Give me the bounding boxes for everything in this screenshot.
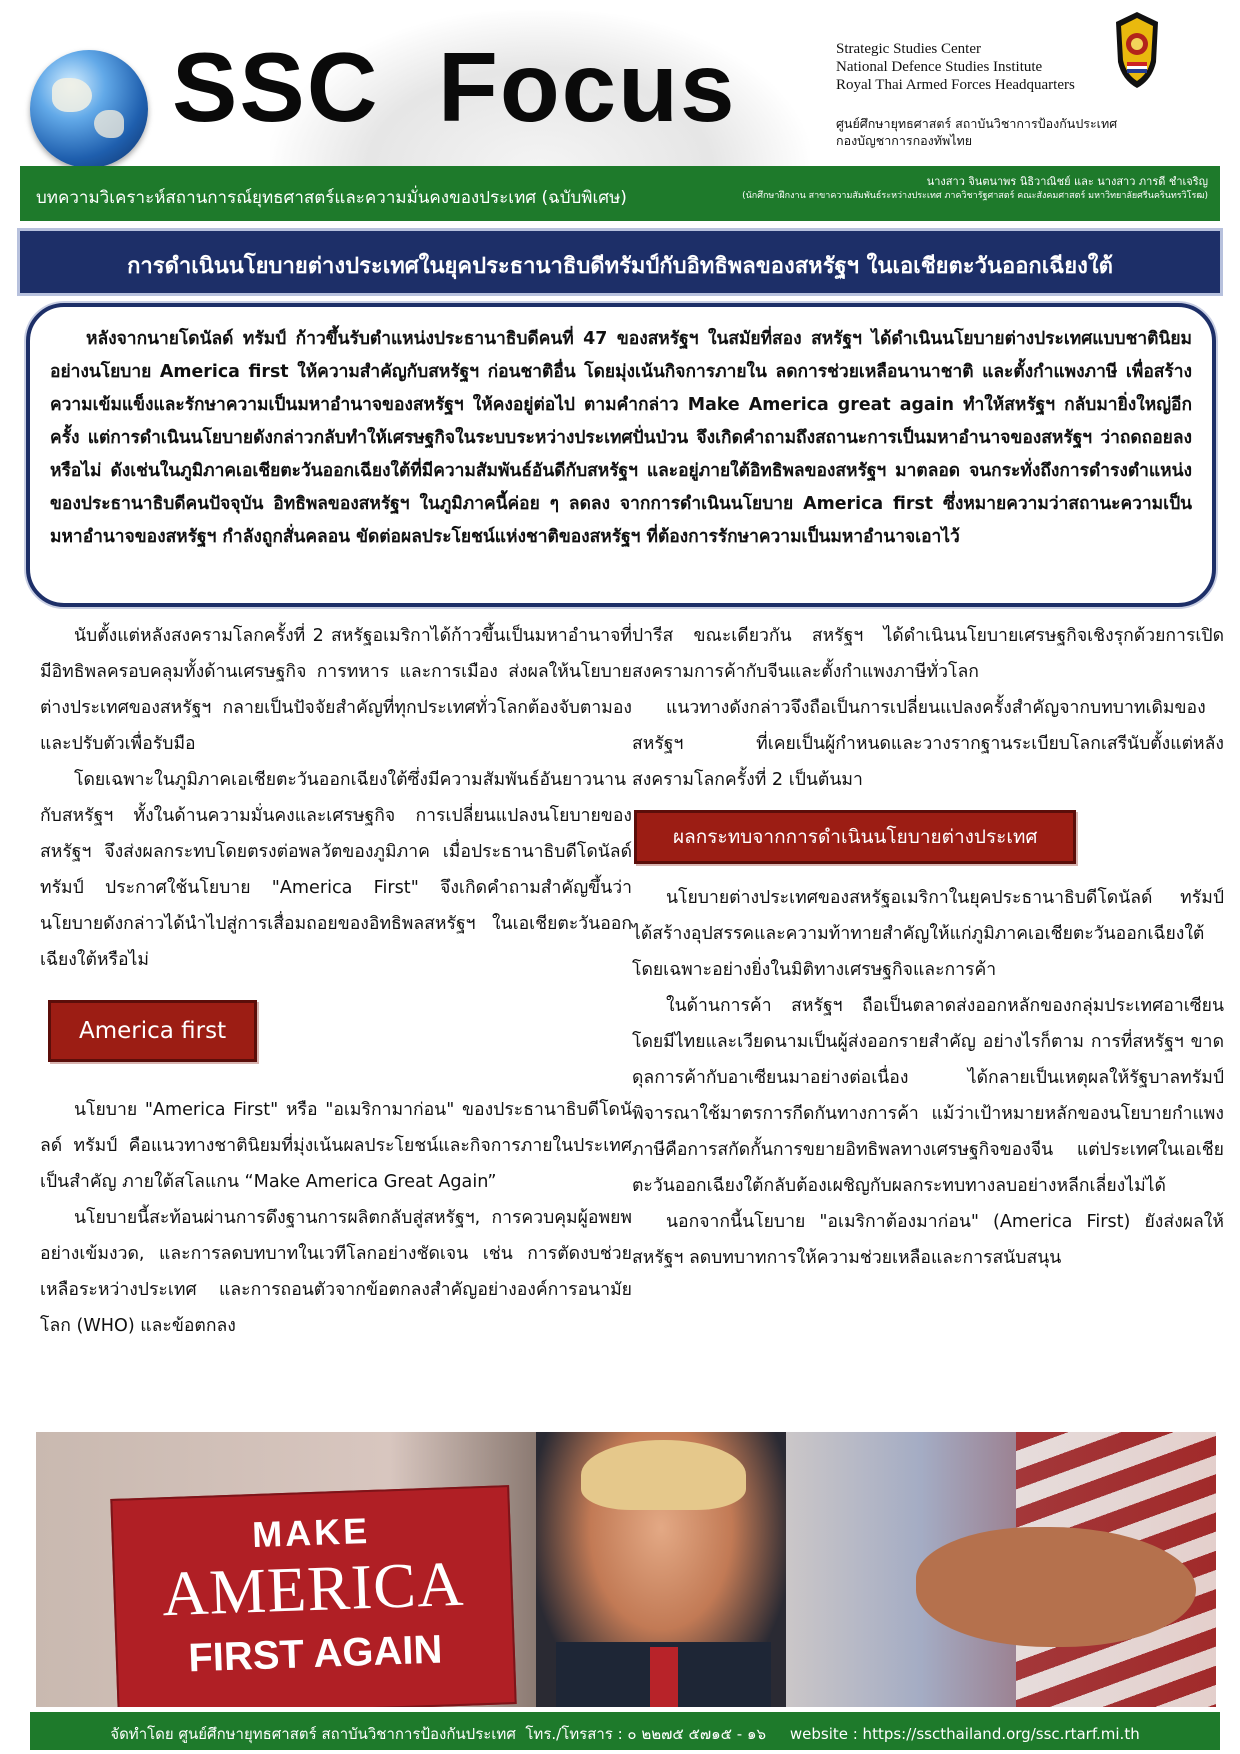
footer-contact-text: จัดทำโดย ศูนย์ศึกษายุทธศาสตร์ สถาบันวิชาการป้องกันประเทศ โทร./โทรสาร : ๐ ๒๒๗๕ ๕๗๑๕ - ๑๖ website : https://sscthailand.org/ssc.rtarf.mi.th — [110, 1725, 1140, 1743]
series-title: บทความวิเคราะห์สถานการณ์ยุทธศาสตร์และความมั่นคงของประเทศ (ฉบับพิเศษ) — [36, 188, 627, 208]
portrait-hair — [581, 1440, 746, 1510]
handshake-image — [916, 1527, 1196, 1647]
section-heading-impact: ผลกระทบจากการดำเนินนโยบายต่างประเทศ — [634, 810, 1076, 864]
abstract-box — [26, 303, 1216, 607]
left-column — [40, 618, 632, 1344]
body-paragraph: โดยเฉพาะในภูมิภาคเอเชียตะวันออกเฉียงใต้ซึ่งมีความสัมพันธ์อันยาวนานกับสหรัฐฯ ทั้งในด้านความมั่นคงและเศรษฐกิจ การเปลี่ยนแปลงนโยบายของสหรัฐฯ จึงส่งผลกระทบโดยตรงต่อพลวัตของภูมิภาค เมื่อประธานาธิบดีโดนัลด์ ทรัมป์ ประกาศใช้นโยบาย "America First" จึงเกิดคำถามสำคัญขึ้นว่า นโยบายดังกล่าวได้นำไปสู่การเสื่อมถอยของอิทธิพลสหรัฐฯ ในเอเชียตะวันออกเฉียงใต้หรือไม่ — [40, 770, 632, 970]
section-heading-america-first: America first — [48, 1000, 257, 1062]
article-title-bar — [20, 231, 1220, 293]
sign-line: FIRST AGAIN — [187, 1627, 444, 1681]
article-title: การดำเนินนโยบายต่างประเทศในยุคประธานาธิบดีทรัมป์กับอิทธิพลของสหรัฐฯ ในเอเชียตะวันออกเฉียงใต้ — [127, 254, 1113, 279]
article-photo — [36, 1432, 1216, 1707]
author-affiliation: (นักศึกษาฝึกงาน สาขาความสัมพันธ์ระหว่างประเทศ ภาควิชารัฐศาสตร์ คณะสังคมศาสตร์ มหาวิทยาลัยศรีนครินทรวิโรฒ) — [742, 191, 1208, 201]
campaign-sign — [110, 1485, 516, 1707]
body-paragraph: นโยบายต่างประเทศของสหรัฐอเมริกาในยุคประธานาธิบดีโดนัลด์ ทรัมป์ ได้สร้างอุปสรรคและความท้าทายสำคัญให้แก่ภูมิภาคเอเชียตะวันออกเฉียงใต้ โดยเฉพาะอย่างยิ่งในมิติทางเศรษฐกิจและการค้า — [632, 888, 1224, 980]
body-paragraph: นโยบายนี้สะท้อนผ่านการดึงฐานการผลิตกลับสู่สหรัฐฯ, การควบคุมผู้อพยพอย่างเข้มงวด, และการลดบทบาทในเวทีโลกอย่างชัดเจน เช่น การตัดงบช่วยเหลือระหว่างประเทศ และการถอนตัวจากข้อตกลงสำคัญอย่างองค์การอนามัยโลก (WHO) และข้อตกลง — [40, 1208, 632, 1336]
author-names: นางสาว จินตนาพร นิธิวาณิชย์ และ นางสาว ภารดี ชำเจริญ — [926, 175, 1208, 188]
organization-name-english — [836, 40, 1136, 94]
org-line: Royal Thai Armed Forces Headquarters — [836, 77, 1075, 93]
sign-line: AMERICA — [160, 1547, 466, 1630]
sign-line: MAKE — [251, 1509, 371, 1556]
page-header — [0, 0, 1240, 160]
org-thai-line: ศูนย์ศึกษายุทธศาสตร์ สถาบันวิชาการป้องกันประเทศ — [836, 116, 1118, 131]
page-footer — [30, 1712, 1220, 1750]
org-line: National Defence Studies Institute — [836, 59, 1043, 75]
org-line: Strategic Studies Center — [836, 41, 981, 57]
body-paragraph: ในด้านการค้า สหรัฐฯ ถือเป็นตลาดส่งออกหลักของกลุ่มประเทศอาเซียน โดยมีไทยและเวียดนามเป็นผู้ส่งออกรายสำคัญ อย่างไรก็ตาม การที่สหรัฐฯ ขาดดุลการค้ากับอาเซียนมาอย่างต่อเนื่อง ได้กลายเป็นเหตุผลให้รัฐบาลทรัมป์พิจารณาใช้มาตรการกีดกันทางการค้า แม้ว่าเป้าหมายหลักของนโยบายกำแพงภาษีคือการสกัดกั้นการขยายอิทธิพลทางเศรษฐกิจของจีน แต่ประเทศในเอเชียตะวันออกเฉียงใต้กลับต้องเผชิญกับผลกระทบทางลบอย่างหลีกเลี่ยงไม่ได้ — [632, 996, 1224, 1196]
body-paragraph: ปารีส ขณะเดียวกัน สหรัฐฯ ได้ดำเนินนโยบายเศรษฐกิจเชิงรุกด้วยการเปิดสงครามการค้ากับจีนและตั้งกำแพงภาษีทั่วโลก — [632, 626, 1224, 682]
right-column — [632, 618, 1224, 1276]
body-paragraph: นับตั้งแต่หลังสงครามโลกครั้งที่ 2 สหรัฐอเมริกาได้ก้าวขึ้นเป็นมหาอำนาจที่มีอิทธิพลครอบคลุมทั้งด้านเศรษฐกิจ การทหาร และการเมือง ส่งผลให้นโยบายต่างประเทศของสหรัฐฯ กลายเป็นปัจจัยสำคัญที่ทุกประเทศทั่วโลกต้องจับตามองและปรับตัวเพื่อรับมือ — [40, 626, 632, 754]
body-paragraph: นโยบาย "America First" หรือ "อเมริกามาก่อน" ของประธานาธิบดีโดนัลด์ ทรัมป์ คือแนวทางชาตินิยมที่มุ่งเน้นผลประโยชน์และกิจการภายในประเทศเป็นสำคัญ ภายใต้สโลแกน “Make America Great Again” — [40, 1100, 632, 1192]
series-banner — [20, 166, 1220, 221]
org-thai-line: กองบัญชาการกองทัพไทย — [836, 133, 973, 148]
publication-title: SSC Focus — [172, 32, 737, 142]
ssc-emblem-icon — [1112, 10, 1162, 90]
organization-name-thai — [836, 115, 1136, 149]
portrait-tie — [650, 1647, 678, 1707]
author-credit — [742, 174, 1208, 204]
body-paragraph: นอกจากนี้นโยบาย "อเมริกาต้องมาก่อน" (America First) ยังส่งผลให้สหรัฐฯ ลดบทบาทการให้ความช่วยเหลือและการสนับสนุน — [632, 1212, 1224, 1268]
body-paragraph: แนวทางดังกล่าวจึงถือเป็นการเปลี่ยนแปลงครั้งสำคัญจากบทบาทเดิมของสหรัฐฯ ที่เคยเป็นผู้กำหนดและวางรากฐานระเบียบโลกเสรีนับตั้งแต่หลังสงครามโลกครั้งที่ 2 เป็นต้นมา — [632, 698, 1224, 790]
abstract-text: หลังจากนายโดนัลด์ ทรัมป์ ก้าวขึ้นรับตำแหน่งประธานาธิบดีคนที่ 47 ของสหรัฐฯ ในสมัยที่สอง สหรัฐฯ ได้ดำเนินนโยบายต่างประเทศแบบชาตินิยม อย่างนโยบาย America first ให้ความสำคัญกับสหรัฐฯ ก่อนชาติอื่น โดยมุ่งเน้นกิจการภายใน ลดการช่วยเหลือนานาชาติ และตั้งกำแพงภาษี เพื่อสร้างความเข้มแข็งและรักษาความเป็นมหาอำนาจของสหรัฐฯ ให้คงอยู่ต่อไป ตามคำกล่าว Make America great again ทำให้สหรัฐฯ กลับมายิ่งใหญ่อีกครั้ง แต่การดำเนินนโยบายดังกล่าวกลับทำให้เศรษฐกิจในระบบระหว่างประเทศปั่นป่วน จึงเกิดคำถามถึงสถานะการเป็นมหาอำนาจของสหรัฐฯ ว่าถดถอยลงหรือไม่ ดังเช่นในภูมิภาคเอเชียตะวันออกเฉียงใต้ที่มีความสัมพันธ์อันดีกับสหรัฐฯ และอยู่ภายใต้อิทธิพลของสหรัฐฯ มาตลอด จนกระทั่งถึงการดำรงตำแหน่งของประธานาธิบดีคนปัจจุบัน อิทธิพลของสหรัฐฯ ในภูมิภาคนี้ค่อย ๆ ลดลง จากการดำเนินนโยบาย America first ซึ่งหมายความว่าสถานะความเป็นมหาอำนาจของสหรัฐฯ กำลังถูกสั่นคลอน ขัดต่อผลประโยชน์แห่งชาติของสหรัฐฯ ที่ต้องการรักษาความเป็นมหาอำนาจเอาไว้ — [50, 329, 1192, 547]
globe-logo-icon — [30, 50, 148, 168]
